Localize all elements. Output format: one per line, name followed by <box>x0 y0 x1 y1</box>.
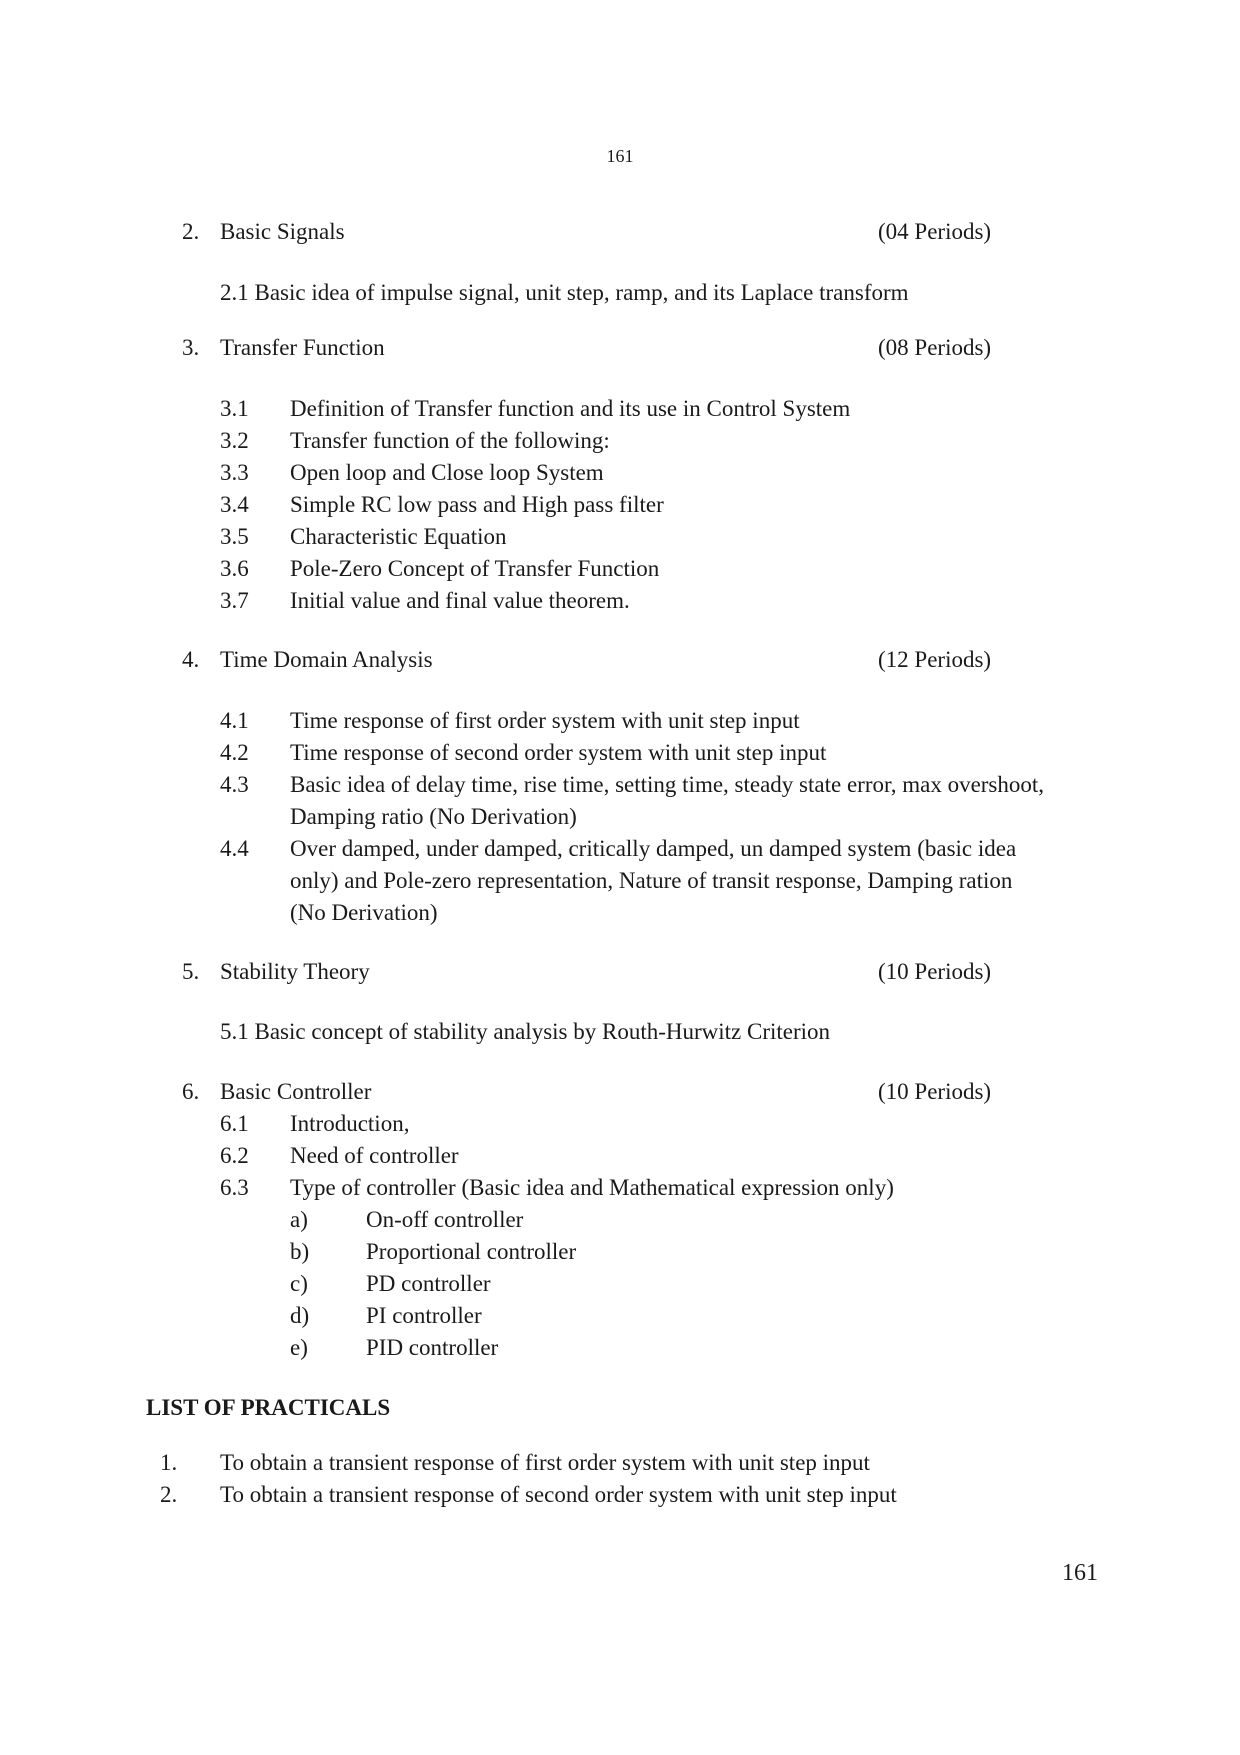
controller-letter: a) <box>290 1207 308 1232</box>
page-number-bottom: 161 <box>1062 1560 1098 1586</box>
controller-letter: e) <box>290 1335 308 1360</box>
subtopic-text: Pole-Zero Concept of Transfer Function <box>290 556 660 581</box>
subtopic-number: 3.5 <box>220 524 249 549</box>
controller-text: PI controller <box>366 1303 482 1328</box>
section-number: 3. <box>182 335 200 360</box>
subtopic-text: only) and Pole-zero representation, Nature of transit response, Damping ration <box>290 868 1013 893</box>
controller-letter: b) <box>290 1239 310 1264</box>
subtopic-text: Definition of Transfer function and its use in Control System <box>290 396 851 421</box>
subtopic-text: Simple RC low pass and High pass filter <box>290 492 664 517</box>
practicals-heading: LIST OF PRACTICALS <box>146 1395 391 1420</box>
subtopic-number: 3.7 <box>220 588 249 613</box>
controller-text: PID controller <box>366 1335 499 1360</box>
section-number: 2. <box>182 219 200 244</box>
practical-number: 2. <box>160 1482 178 1507</box>
section-periods: (10 Periods) <box>878 1079 992 1104</box>
section-title: Transfer Function <box>220 335 385 360</box>
subtopic-text: Type of controller (Basic idea and Mathematical expression only) <box>290 1175 894 1200</box>
practical-number: 1. <box>160 1450 178 1475</box>
subtopic-text: 5.1 Basic concept of stability analysis by Routh-Hurwitz Criterion <box>220 1019 831 1044</box>
subtopic-text: Need of controller <box>290 1143 459 1168</box>
subtopic-number: 3.1 <box>220 396 249 421</box>
section-periods: (10 Periods) <box>878 959 992 984</box>
section-title: Stability Theory <box>220 959 370 984</box>
subtopic-number: 3.3 <box>220 460 249 485</box>
subtopic-number: 4.4 <box>220 836 249 861</box>
section-number: 6. <box>182 1079 200 1104</box>
page-number-top: 161 <box>606 146 634 166</box>
subtopic-number: 4.1 <box>220 708 249 733</box>
section-title: Time Domain Analysis <box>220 647 433 672</box>
section-number: 5. <box>182 959 200 984</box>
subtopic-text: Characteristic Equation <box>290 524 507 549</box>
subtopic-number: 3.6 <box>220 556 249 581</box>
controller-text: On-off controller <box>366 1207 524 1232</box>
subtopic-text: Damping ratio (No Derivation) <box>290 804 577 829</box>
subtopic-number: 6.2 <box>220 1143 249 1168</box>
subtopic-number: 6.1 <box>220 1111 249 1136</box>
section-periods: (04 Periods) <box>878 219 992 244</box>
controller-letter: d) <box>290 1303 310 1328</box>
subtopic-text: Initial value and final value theorem. <box>290 588 630 613</box>
controller-text: PD controller <box>366 1271 491 1296</box>
practical-text: To obtain a transient response of second order system with unit step input <box>220 1482 897 1507</box>
subtopic-number: 3.4 <box>220 492 249 517</box>
controller-letter: c) <box>290 1271 308 1296</box>
subtopic-text: Basic idea of delay time, rise time, setting time, steady state error, max overshoot, <box>290 772 1045 797</box>
section-periods: (08 Periods) <box>878 335 992 360</box>
subtopic-text: Open loop and Close loop System <box>290 460 604 485</box>
subtopic-number: 6.3 <box>220 1175 249 1200</box>
section-periods: (12 Periods) <box>878 647 992 672</box>
subtopic-text: Transfer function of the following: <box>290 428 610 453</box>
section-title: Basic Controller <box>220 1079 372 1104</box>
subtopic-text: Over damped, under damped, critically damped, un damped system (basic idea <box>290 836 1017 861</box>
controller-text: Proportional controller <box>366 1239 577 1264</box>
subtopic-number: 4.3 <box>220 772 249 797</box>
subtopic-text: Time response of second order system with unit step input <box>290 740 827 765</box>
section-title: Basic Signals <box>220 219 345 244</box>
subtopic-text: Time response of first order system with unit step input <box>290 708 800 733</box>
practical-text: To obtain a transient response of first order system with unit step input <box>220 1450 870 1475</box>
subtopic-text: (No Derivation) <box>290 900 438 925</box>
subtopic-text: 2.1 Basic idea of impulse signal, unit step, ramp, and its Laplace transform <box>220 280 909 305</box>
subtopic-text: Introduction, <box>290 1111 410 1136</box>
section-number: 4. <box>182 647 200 672</box>
subtopic-number: 4.2 <box>220 740 249 765</box>
subtopic-number: 3.2 <box>220 428 249 453</box>
